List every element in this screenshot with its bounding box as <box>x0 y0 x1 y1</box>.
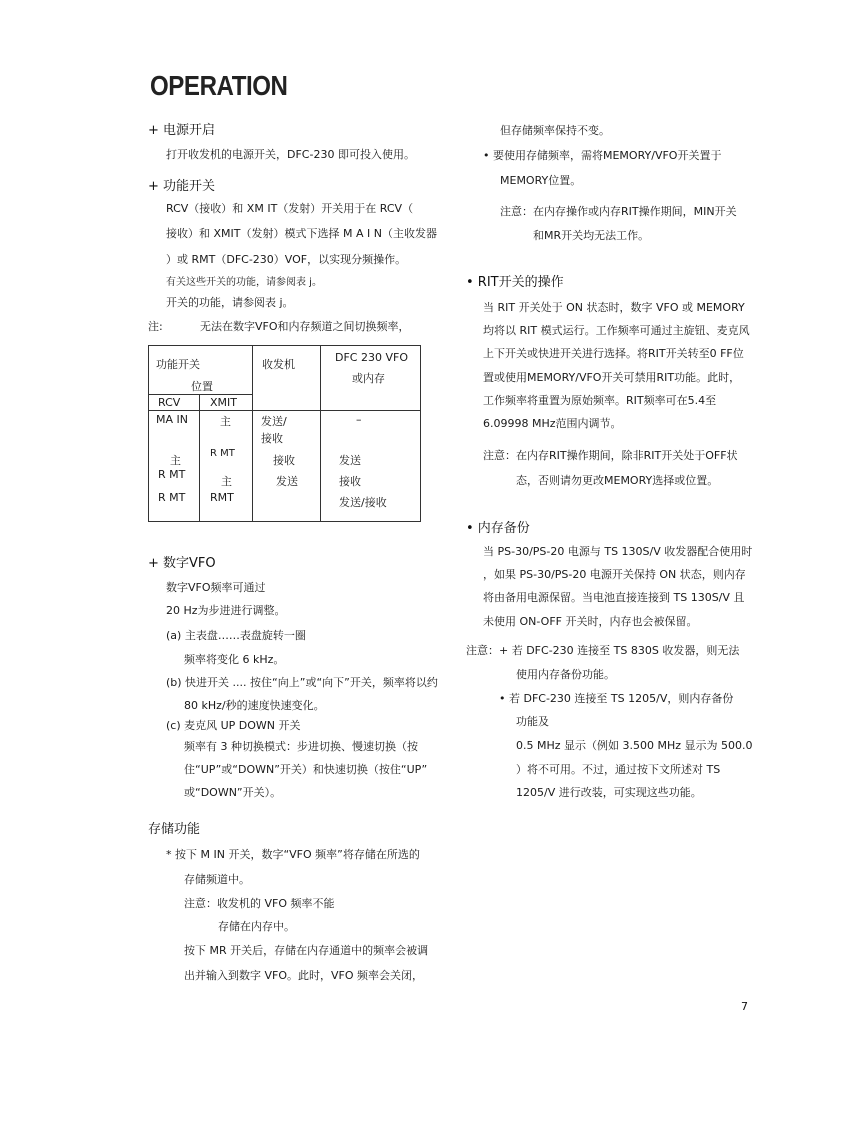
func-line: 接收）和 XMIT（发射）模式下选择 M A I N（主收发器 <box>166 227 437 240</box>
page-number: 7 <box>741 1000 748 1013</box>
func-line: 开关的功能，请参阅表 j。 <box>166 296 294 309</box>
table-header-func: 功能开关 <box>156 358 200 371</box>
digital-line: 频率将变化 6 kHz。 <box>184 653 285 666</box>
backup-line: ）将不可用。不过，通过按下文所述对 TS <box>516 763 721 776</box>
memory-cont-line: MEMORY位置。 <box>500 174 582 187</box>
backup-line: 1205/V 进行改装，可实现这些功能。 <box>516 786 702 799</box>
backup-line: ，如果 PS-30/PS-20 电源开关保持 ON 状态，则内存 <box>483 568 746 581</box>
digital-line: (c) 麦克风 UP DOWN 开关 <box>166 719 301 732</box>
memory-line: 存储在内存中。 <box>218 920 295 933</box>
table-row: 接收 <box>339 475 361 488</box>
digital-line: 频率有 3 种切换模式：步进切换、慢速切换（按 <box>184 740 418 753</box>
table-header-cell <box>149 346 253 395</box>
table-row: R MT <box>210 448 235 459</box>
power-text: 打开收发机的电源开关，DFC-230 即可投入使用。 <box>166 148 415 161</box>
func-line: ）或 RMT（DFC-230）VOF，以实现分频操作。 <box>166 253 407 266</box>
table-row: RMT <box>210 491 234 504</box>
rit-line: 注意：在内存RIT操作期间，除非RIT开关处于OFF状 <box>483 449 738 462</box>
table-row: – <box>356 413 362 426</box>
table-row: 主 <box>220 415 231 428</box>
digital-vfo-heading: + 数字VFO <box>148 556 216 571</box>
backup-line: 未使用 ON-OFF 开关时，内存也会被保留。 <box>483 615 698 628</box>
table-row: 发送 <box>339 454 361 467</box>
table-cell <box>149 411 200 522</box>
backup-line: 将由备用电源保留。当电池直接连接到 TS 130S/V 且 <box>483 591 745 604</box>
backup-line: 当 PS-30/PS-20 电源与 TS 130S/V 收发器配合使用时 <box>483 545 753 558</box>
rit-line: 置或使用MEMORY/VFO开关可禁用RIT功能。此时， <box>483 371 741 384</box>
table-row: 发送 <box>276 475 298 488</box>
rit-line: 态，否则请勿更改MEMORY选择或位置。 <box>516 474 719 487</box>
func-line: 有关这些开关的功能，请参阅表 j。 <box>166 277 322 288</box>
table-row: 接收 <box>261 432 283 445</box>
table-header-rcv: RCV <box>158 396 181 409</box>
page-title: OPERATION <box>150 70 288 101</box>
table-row: 主 <box>221 475 232 488</box>
function-switch-table <box>148 345 421 522</box>
func-heading: + 功能开关 <box>148 179 216 194</box>
rit-line: 当 RIT 开关处于 ON 状态时，数字 VFO 或 MEMORY <box>483 301 745 314</box>
table-row: R MT <box>158 491 186 504</box>
table-row: R MT <box>158 468 186 481</box>
memory-cont-line: 注意：在内存操作或内存RIT操作期间，MIN开关 <box>500 205 737 218</box>
backup-line: 功能及 <box>516 715 549 728</box>
table-row: 接收 <box>273 454 295 467</box>
backup-line: 0.5 MHz 显示（例如 3.500 MHz 显示为 500.0 <box>516 739 753 752</box>
memory-line: * 按下 M IN 开关，数字“VFO 频率”将存储在所选的 <box>166 848 420 861</box>
table-cell <box>321 411 421 522</box>
memory-line: 注意：收发机的 VFO 频率不能 <box>184 897 335 910</box>
memory-heading: 存储功能 <box>148 822 201 837</box>
rit-heading: • RIT开关的操作 <box>466 275 564 290</box>
digital-line: (b) 快进开关 .... 按住“向上”或“向下”开关，频率将以约 <box>166 676 438 689</box>
rit-line: 6.09998 MHz范围内调节。 <box>483 417 622 430</box>
memory-cont-line: 和MR开关均无法工作。 <box>533 229 650 242</box>
table-header-dfc: DFC 230 VFO <box>335 351 408 364</box>
table-header-dfc: 或内存 <box>352 372 385 385</box>
table-header-pos: 位置 <box>191 380 213 393</box>
note-label: 注: <box>148 320 163 333</box>
memory-line: 存储频道中。 <box>184 873 250 886</box>
backup-line: • 若 DFC-230 连接至 TS 1205/V，则内存备份 <box>499 692 734 705</box>
backup-line: 注意：+ 若 DFC-230 连接至 TS 830S 收发器，则无法 <box>466 644 740 657</box>
table-header-cell <box>149 395 200 411</box>
table-row: 发送/ <box>261 415 287 428</box>
table-cell <box>253 411 321 522</box>
memory-line: 出并输入到数字 VFO。此时，VFO 频率会关闭， <box>184 969 424 982</box>
table-header-transceiver: 收发机 <box>262 358 295 371</box>
table-cell <box>200 411 253 522</box>
digital-line: 住“UP”或“DOWN”开关）和快速切换（按住“UP” <box>184 763 428 776</box>
digital-line: 数字VFO频率可通过 <box>166 581 266 594</box>
rit-line: 均将以 RIT 模式运行。工作频率可通过主旋钮、麦克风 <box>483 324 750 337</box>
table-row: MA IN <box>156 413 188 426</box>
memory-cont-line: 但存储频率保持不变。 <box>500 124 610 137</box>
digital-line: 80 kHz/秒的速度快速变化。 <box>184 699 325 712</box>
digital-line: 20 Hz为步进进行调整。 <box>166 604 286 617</box>
backup-line: 使用内存备份功能。 <box>516 668 615 681</box>
rit-line: 工作频率将重置为原始频率。RIT频率可在5.4至 <box>483 394 717 407</box>
func-line: RCV（接收）和 XM IT（发射）开关用于在 RCV（ <box>166 202 414 215</box>
table-header-xmit: XMIT <box>210 396 237 409</box>
digital-line: (a) 主表盘……表盘旋转一圈 <box>166 629 306 642</box>
table-header-cell <box>253 346 321 411</box>
memory-cont-line: • 要使用存储频率，需将MEMORY/VFO开关置于 <box>483 149 722 162</box>
backup-heading: • 内存备份 <box>466 521 530 536</box>
power-heading: + 电源开启 <box>148 123 216 138</box>
table-row: 主 <box>170 454 181 467</box>
table-header-cell <box>200 395 253 411</box>
rit-line: 上下开关或快进开关进行选择。将RIT开关转至0 FF位 <box>483 347 744 360</box>
memory-line: 按下 MR 开关后，存储在内存通道中的频率会被调 <box>184 944 429 957</box>
digital-line: 或“DOWN”开关）。 <box>184 786 282 799</box>
table-header-cell <box>321 346 421 411</box>
note-text: 无法在数字VFO和内存频道之间切换频率， <box>200 320 410 333</box>
table-row: 发送/接收 <box>339 496 387 509</box>
